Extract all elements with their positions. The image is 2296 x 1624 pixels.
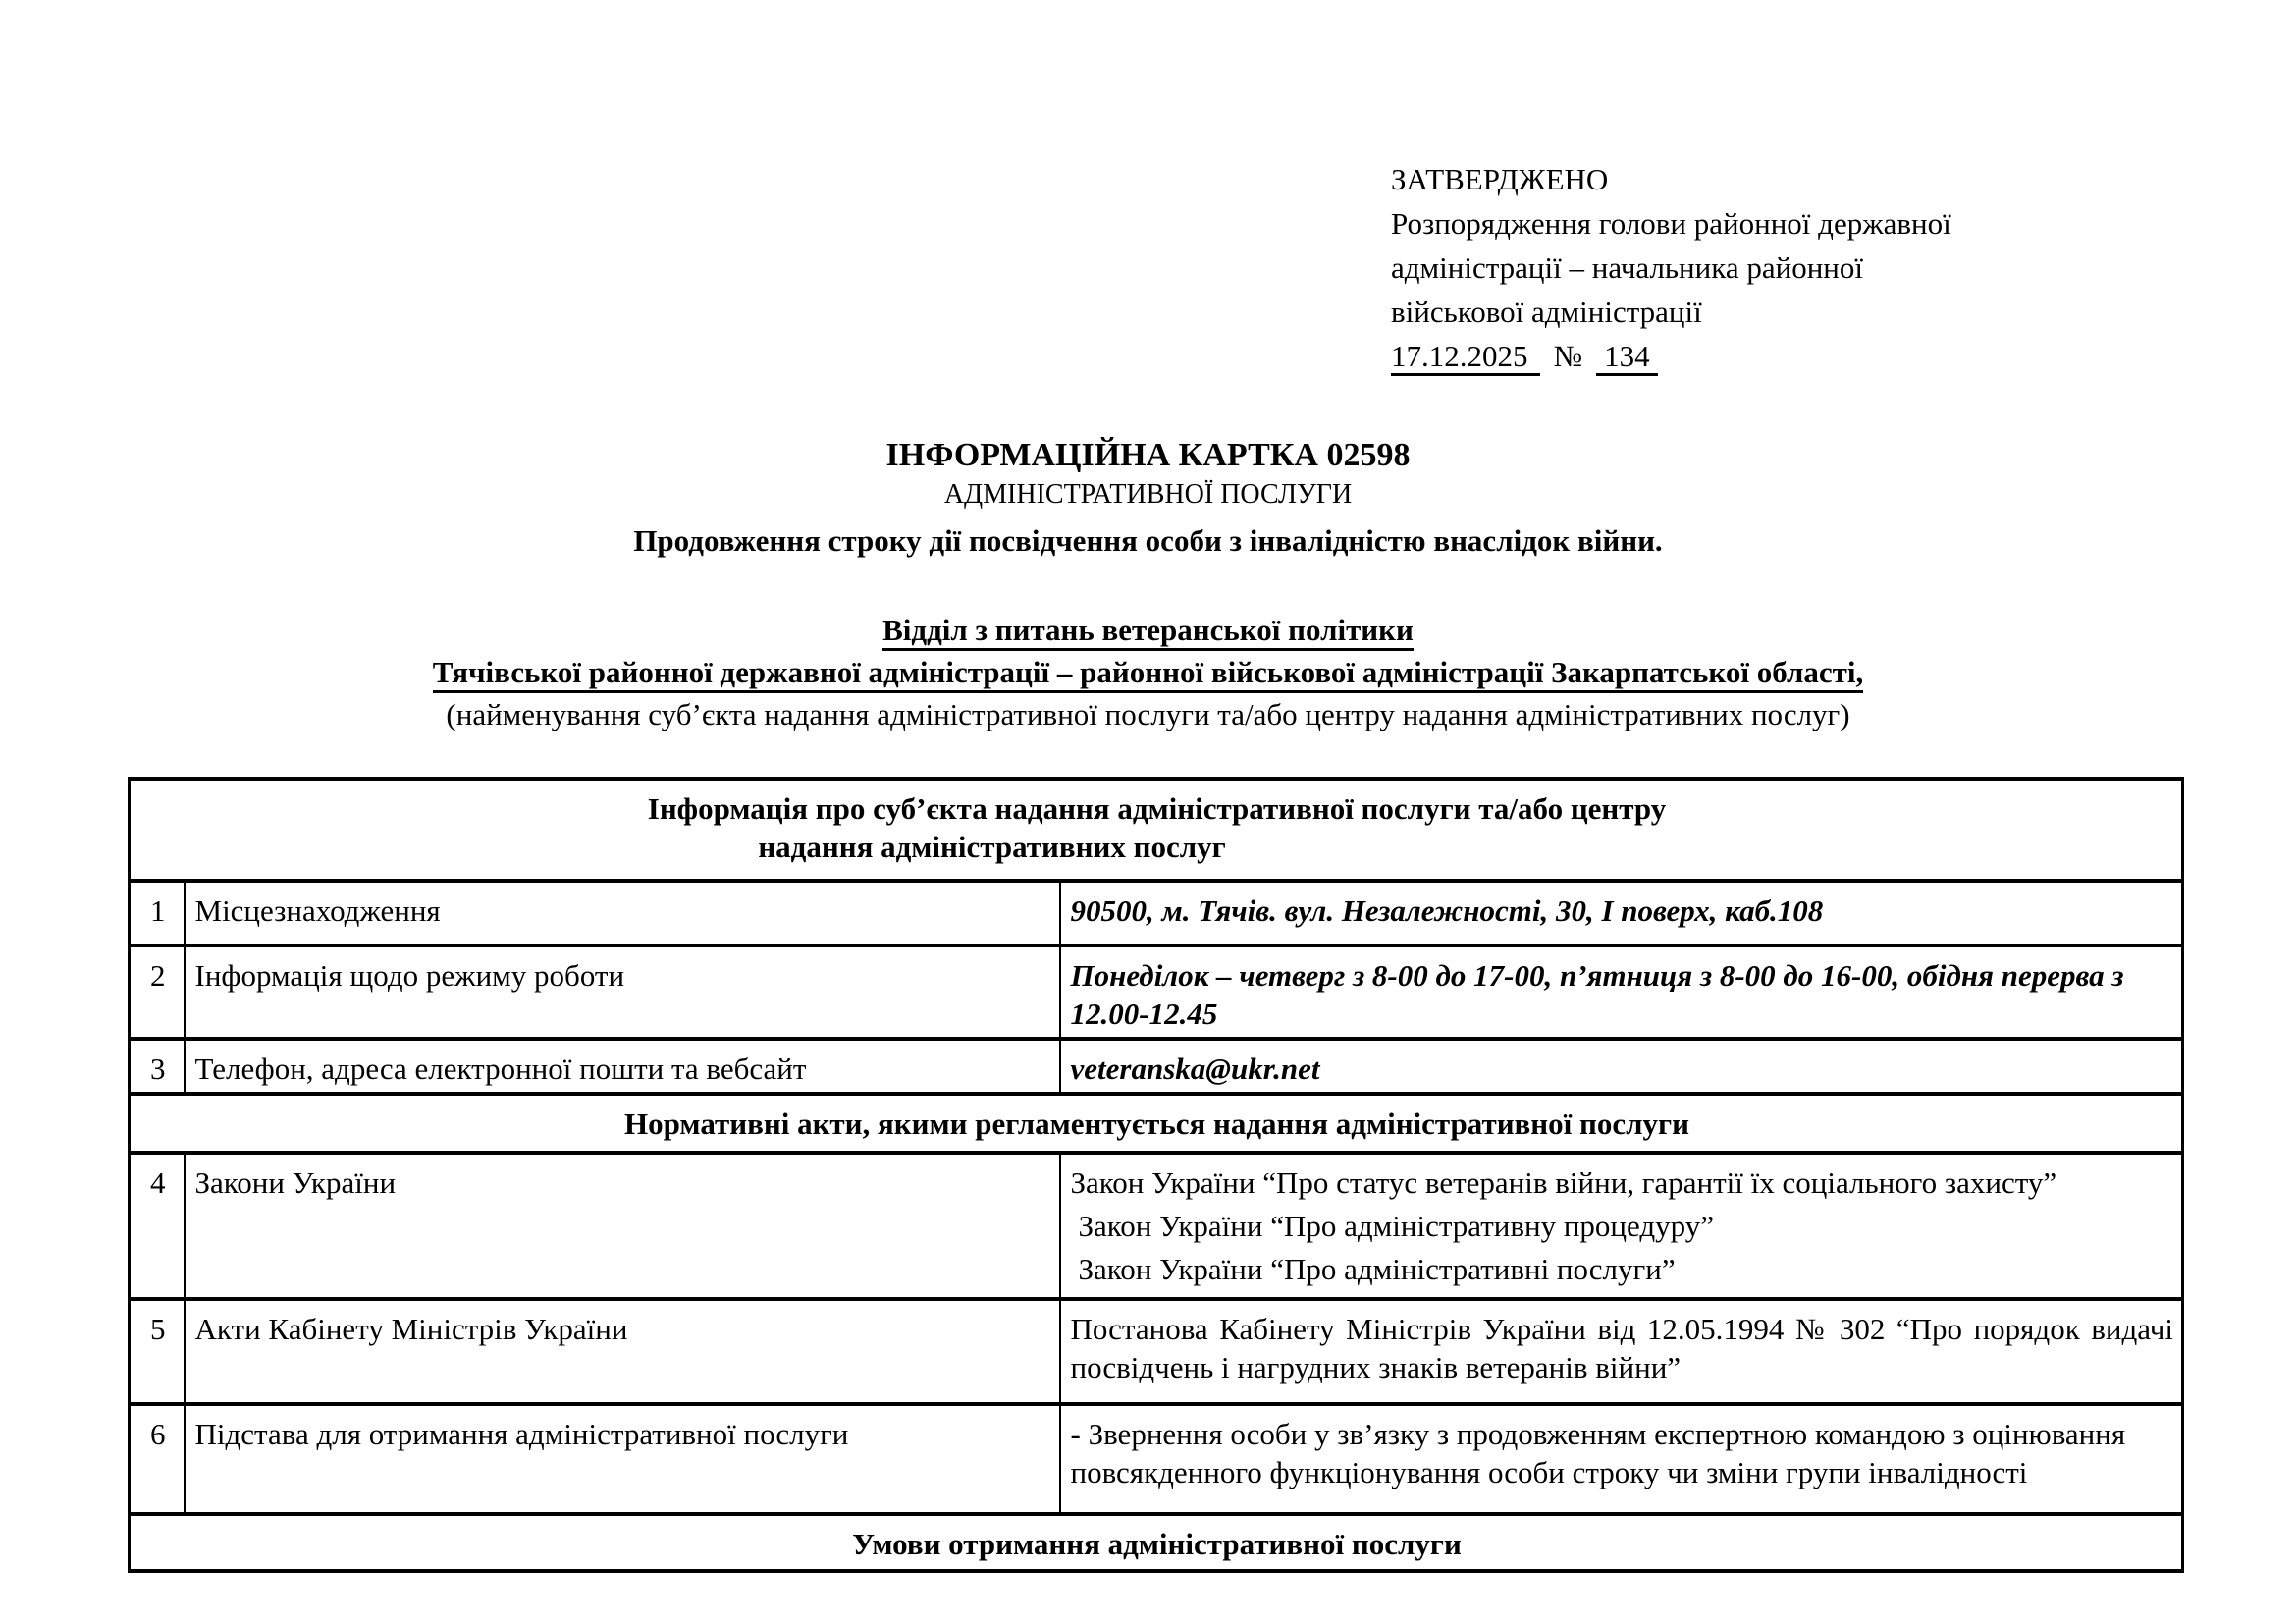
row-number: 4 xyxy=(130,1153,185,1299)
law-item: Закон України “Про адміністративну процедуру” xyxy=(1078,1209,1714,1243)
row-value: Постанова Кабінету Міністрів України від 12.05.1994 № 302 “Про порядок видачі посвідчень і нагрудних знаків ветеранів війни” xyxy=(1060,1299,2183,1404)
table-section-header-row xyxy=(130,1514,2183,1571)
org-department: Відділ з питань ветеранської політики xyxy=(882,613,1414,651)
row-value: veteranska@ukr.net xyxy=(1060,1039,2183,1094)
section2-header-cell: Нормативні акти, якими регламентується надання адміністративної послуги xyxy=(130,1094,2183,1153)
section1-header-cell xyxy=(130,779,2183,881)
section1-header-line2: надання адміністративних послуг xyxy=(758,830,1226,864)
row-label: Акти Кабінету Міністрів України xyxy=(185,1299,1060,1404)
approval-line-3: військової адміністрації xyxy=(1391,295,1702,329)
info-card-table xyxy=(128,777,2184,1573)
row-label: Закони України xyxy=(185,1153,1060,1299)
table-section-header-row xyxy=(130,779,2183,881)
row-label: Інформація щодо режиму роботи xyxy=(185,946,1060,1039)
service-name: Продовження строку дії посвідчення особи з інвалідністю внаслідок війни. xyxy=(633,523,1663,558)
section1-header-line1: Інформація про суб’єкта надання адміністративної послуги та/або центру xyxy=(647,791,1667,826)
row-label: Телефон, адреса електронної пошти та вебсайт xyxy=(185,1039,1060,1094)
approval-date: 17.12.2025 xyxy=(1391,339,1540,376)
table-row xyxy=(130,881,2183,946)
table-row xyxy=(130,1404,2183,1514)
org-administration: Тячівської районної державної адміністрації – районної військової адміністрації Закарпатської області, xyxy=(433,655,1863,693)
row-value: - Звернення особи у зв’язку з продовженням експертною командою з оцінювання повсякденного функціонування особи строку чи зміни групи інвалідності xyxy=(1060,1404,2183,1514)
approval-title: ЗАТВЕРДЖЕНО xyxy=(1391,162,1609,196)
row-value xyxy=(1060,1153,2183,1299)
section3-header-cell: Умови отримання адміністративної послуги xyxy=(130,1514,2183,1571)
row-label: Підстава для отримання адміністративної послуги xyxy=(185,1404,1060,1514)
law-item: Закон України “Про статус ветеранів війни, гарантії їх соціального захисту” xyxy=(1070,1165,2057,1200)
approval-number: 134 xyxy=(1596,339,1658,376)
org-administration-line xyxy=(0,651,2296,693)
row-number: 5 xyxy=(130,1299,185,1404)
card-subtitle: АДМІНІСТРАТИВНОЇ ПОСЛУГИ xyxy=(943,479,1353,510)
row-number: 6 xyxy=(130,1404,185,1514)
table-row xyxy=(130,1153,2183,1299)
table-section-header-row xyxy=(130,1094,2183,1153)
row-label: Місцезнаходження xyxy=(185,881,1060,946)
approval-block xyxy=(1391,157,2157,378)
approval-line-1: Розпорядження голови районної державної xyxy=(1391,206,1951,241)
row-number: 1 xyxy=(130,881,185,946)
title-block xyxy=(0,437,2296,559)
org-block xyxy=(0,609,2296,736)
table-row xyxy=(130,946,2183,1039)
card-title: ІНФОРМАЦІЙНА КАРТКА 02598 xyxy=(885,437,1411,473)
row-value: Понеділок – четверг з 8-00 до 17-00, п’ятниця з 8-00 до 16-00, обідня перерва з 12.00-12.45 xyxy=(1060,946,2183,1039)
table-row xyxy=(130,1299,2183,1404)
table-row xyxy=(130,1039,2183,1094)
org-department-line xyxy=(0,609,2296,651)
row-number: 2 xyxy=(130,946,185,1039)
org-caption: (найменування суб’єкта надання адміністративної послуги та/або центру надання адміністративних послуг) xyxy=(446,697,1850,731)
approval-line-2: адміністрації – начальника районної xyxy=(1391,250,1863,285)
approval-number-sign: № xyxy=(1553,339,1583,373)
row-number: 3 xyxy=(130,1039,185,1094)
law-item: Закон України “Про адміністративні послуги” xyxy=(1078,1252,1676,1286)
row-value: 90500, м. Тячів. вул. Незалежності, 30, І поверх, каб.108 xyxy=(1060,881,2183,946)
approval-date-line xyxy=(1391,334,2157,378)
